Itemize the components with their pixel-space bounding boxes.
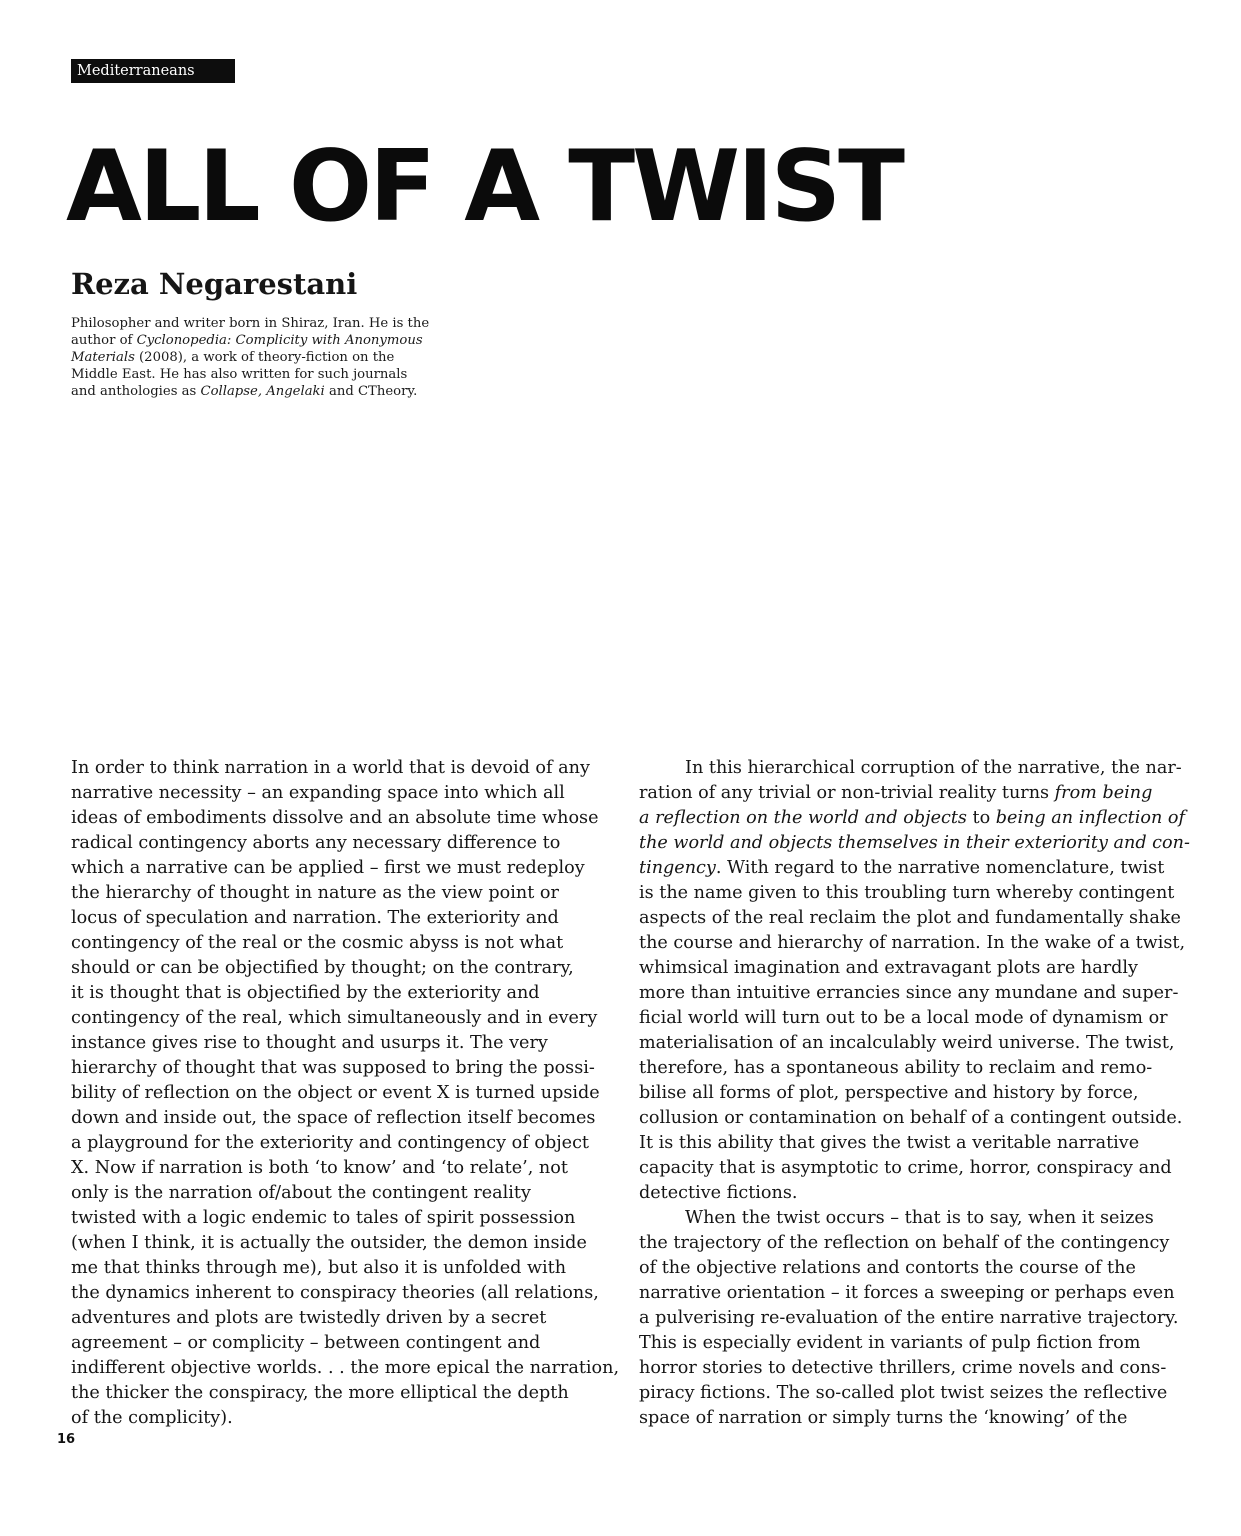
- journal-titles: Collapse, Angelaki: [200, 384, 325, 399]
- bio-text: (2008), a work of theory-fiction on the: [134, 350, 395, 365]
- body-line: capacity that is asymptotic to crime, horror, conspiracy and: [639, 1158, 1172, 1178]
- body-line: space of narration or simply turns the ‘knowing’ of the: [639, 1408, 1128, 1428]
- body-line: adventures and plots are twistedly driven by a secret: [71, 1308, 547, 1328]
- body-line: bility of reflection on the object or event X is turned upside: [71, 1083, 600, 1103]
- body-line: agreement – or complicity – between contingent and: [71, 1333, 541, 1353]
- body-line: of the complicity).: [71, 1408, 233, 1428]
- emphasis-text: from being: [1054, 783, 1153, 803]
- body-line: In order to think narration in a world that is devoid of any: [71, 758, 590, 778]
- body-line: a pulverising re-evaluation of the entire narrative trajectory.: [639, 1308, 1179, 1328]
- body-line: the trajectory of the reflection on behalf of the contingency: [639, 1233, 1170, 1253]
- body-line: it is thought that is objectified by the exteriority and: [71, 983, 540, 1003]
- body-line: should or can be objectified by thought; on the contrary,: [71, 958, 574, 978]
- emphasis-text: the world and objects themselves in their exteriority and con-: [639, 833, 1190, 853]
- body-line: whimsical imagination and extravagant plots are hardly: [639, 958, 1138, 978]
- body-line: contingency of the real or the cosmic abyss is not what: [71, 933, 564, 953]
- body-line: [639, 831, 1190, 856]
- body-line: is the name given to this troubling turn whereby contingent: [639, 883, 1175, 903]
- body-line: ideas of embodiments dissolve and an absolute time whose: [71, 808, 599, 828]
- body-line: contingency of the real, which simultaneously and in every: [71, 1008, 598, 1028]
- body-column-right: [639, 756, 1190, 1431]
- page-number: 16: [57, 1432, 76, 1447]
- body-line: materialisation of an incalculably weird universe. The twist,: [639, 1033, 1175, 1053]
- body-line: more than intuitive errancies since any mundane and super-: [639, 983, 1179, 1003]
- body-line: [639, 781, 1187, 806]
- body-line: piracy fictions. The so-called plot twist seizes the reflective: [639, 1383, 1168, 1403]
- body-line: narrative orientation – it forces a sweeping or perhaps even: [639, 1283, 1175, 1303]
- author-bio: [71, 315, 441, 400]
- body-line: the hierarchy of thought in nature as the view point or: [71, 883, 559, 903]
- bio-text: and anthologies as: [71, 384, 201, 399]
- bio-text: author of: [71, 333, 137, 348]
- section-tag: Mediterraneans: [71, 59, 235, 83]
- bio-text: and CTheory.: [324, 384, 418, 399]
- emphasis-text: a reflection on the world and objects: [639, 808, 967, 828]
- body-line: ficial world will turn out to be a local mode of dynamism or: [639, 1008, 1168, 1028]
- body-line: locus of speculation and narration. The exteriority and: [71, 908, 559, 928]
- body-line: instance gives rise to thought and usurps it. The very: [71, 1033, 548, 1053]
- book-title-cyclonopedia: Cyclonopedia: Complicity with Anonymous: [136, 333, 423, 348]
- article-title: ALL OF A TWIST: [66, 130, 903, 244]
- bio-line: Philosopher and writer born in Shiraz, Iran. He is the: [71, 316, 430, 331]
- body-line: It is this ability that gives the twist a veritable narrative: [639, 1133, 1140, 1153]
- body-line: the course and hierarchy of narration. In the wake of a twist,: [639, 933, 1186, 953]
- body-text: . With regard to the narrative nomenclature, twist: [715, 858, 1165, 878]
- body-line: hierarchy of thought that was supposed to bring the possi-: [71, 1058, 595, 1078]
- body-text: to: [966, 808, 996, 828]
- body-line: which a narrative can be applied – first we must redeploy: [71, 858, 585, 878]
- body-line: indifferent objective worlds. . . the more epical the narration,: [71, 1358, 620, 1378]
- book-title-materials: Materials: [71, 350, 135, 365]
- body-line: aspects of the real reclaim the plot and fundamentally shake: [639, 908, 1181, 928]
- body-line: therefore, has a spontaneous ability to reclaim and remo-: [639, 1058, 1153, 1078]
- body-line: detective fictions.: [639, 1183, 798, 1203]
- bio-line: Middle East. He has also written for such journals: [71, 367, 408, 382]
- bio-line: [71, 349, 441, 366]
- body-line: radical contingency aborts any necessary difference to: [71, 833, 561, 853]
- body-line: of the objective relations and contorts the course of the: [639, 1258, 1136, 1278]
- body-line: me that thinks through me), but also it is unfolded with: [71, 1258, 567, 1278]
- body-line: (when I think, it is actually the outsider, the demon inside: [71, 1233, 587, 1253]
- body-line: twisted with a logic endemic to tales of spirit possession: [71, 1208, 576, 1228]
- body-line: horror stories to detective thrillers, crime novels and cons-: [639, 1358, 1167, 1378]
- author-name: Reza Negarestani: [71, 267, 358, 301]
- body-line: [639, 806, 1187, 831]
- emphasis-text: tingency: [639, 858, 716, 878]
- body-line: down and inside out, the space of reflection itself becomes: [71, 1108, 596, 1128]
- body-line: In this hierarchical corruption of the narrative, the nar-: [685, 758, 1182, 778]
- body-column-left: [71, 756, 619, 1431]
- body-line: only is the narration of/about the contingent reality: [71, 1183, 531, 1203]
- emphasis-text: being an inflection of: [995, 808, 1185, 828]
- bio-line: [71, 383, 441, 400]
- body-line: This is especially evident in variants of pulp fiction from: [639, 1333, 1141, 1353]
- body-line: bilise all forms of plot, perspective and history by force,: [639, 1083, 1139, 1103]
- body-line: X. Now if narration is both ‘to know’ and ‘to relate’, not: [71, 1158, 568, 1178]
- body-line: When the twist occurs – that is to say, when it seizes: [685, 1208, 1154, 1228]
- body-line: the thicker the conspiracy, the more elliptical the depth: [71, 1383, 569, 1403]
- body-line: a playground for the exteriority and contingency of object: [71, 1133, 589, 1153]
- body-line: the dynamics inherent to conspiracy theories (all relations,: [71, 1283, 599, 1303]
- body-line: narrative necessity – an expanding space into which all: [71, 783, 565, 803]
- body-line: collusion or contamination on behalf of a contingent outside.: [639, 1108, 1183, 1128]
- body-text: ration of any trivial or non-trivial reality turns: [639, 783, 1055, 803]
- body-line: [639, 856, 1187, 881]
- bio-line: [71, 332, 441, 349]
